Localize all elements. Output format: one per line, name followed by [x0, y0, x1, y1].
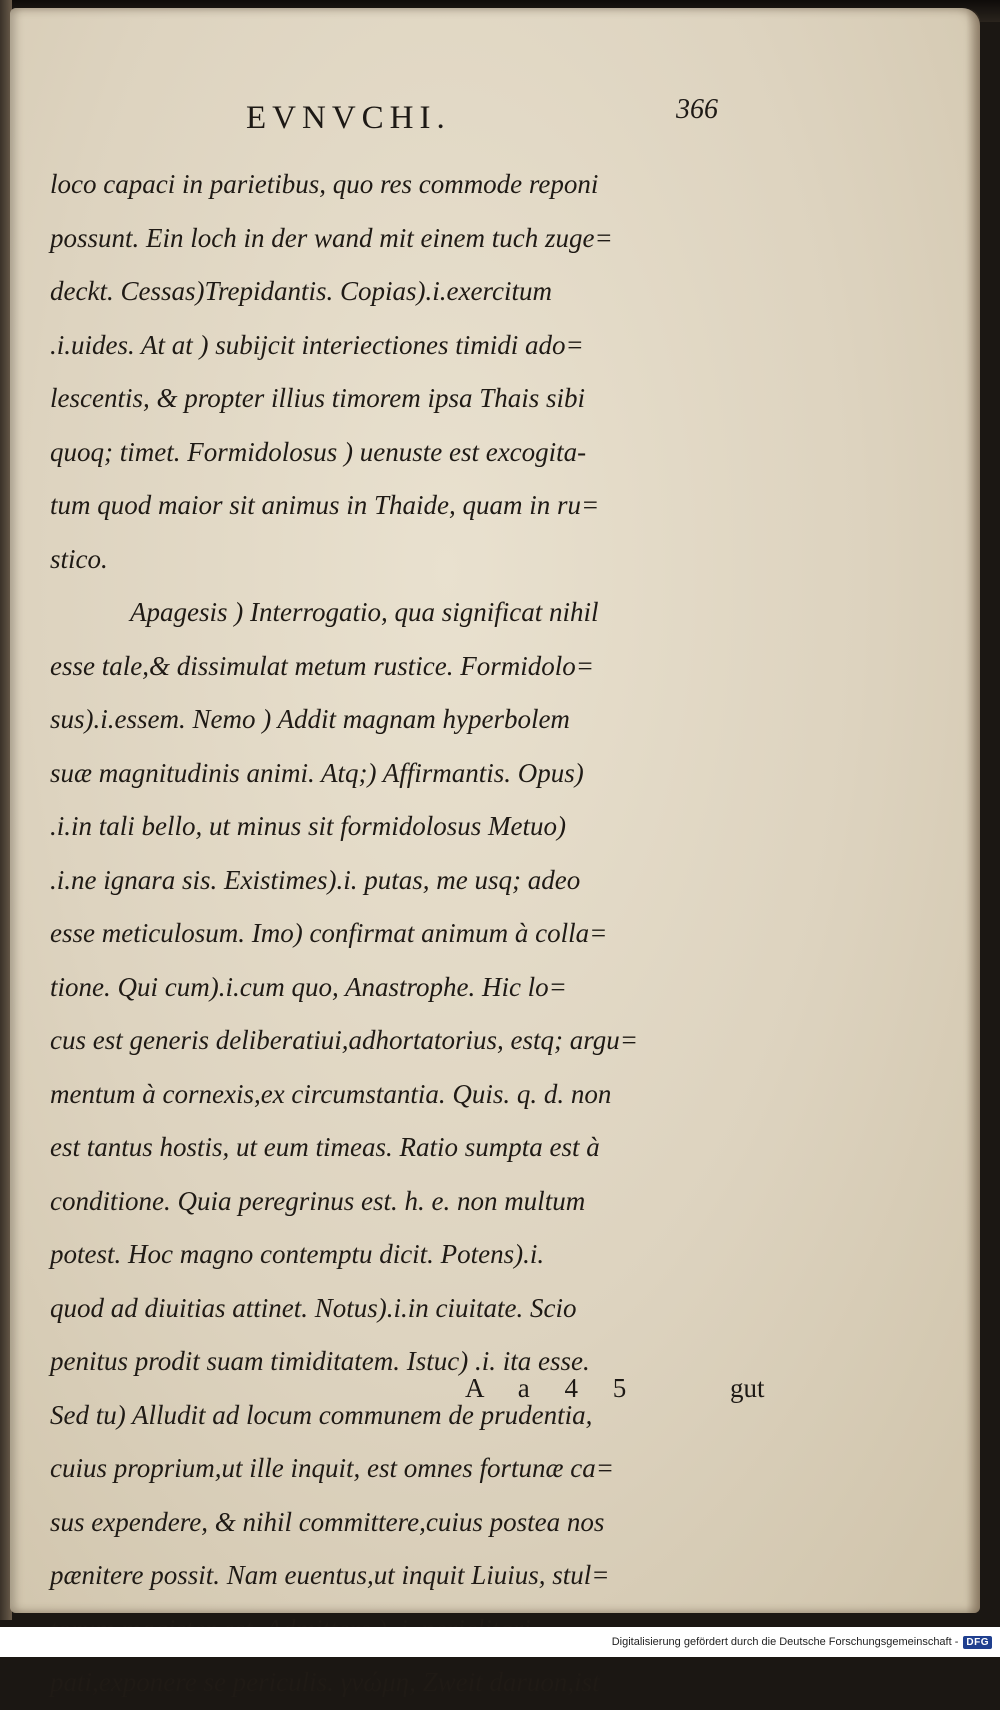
text-line: suæ magnitudinis animi. Atq;) Affirmantis. Opus): [50, 757, 584, 788]
text-line: esse meticulosum. Imo) confirmat animum à colla=: [50, 918, 608, 948]
text-line: esse tale,& dissimulat metum rustice. Formidolo=: [50, 650, 594, 681]
text-line: sus expendere, & nihil committere,cuius postea nos: [50, 1506, 605, 1537]
text-line: conditione. Quia peregrinus est. h. e. non multum: [50, 1185, 586, 1216]
text-line: loco capaci in parietibus, quo res commode reponi: [50, 169, 599, 199]
text-line: deckt. Cessas)Trepidantis. Copias).i.exercitum: [50, 276, 552, 306]
text-line: .i.in tali bello, ut minus sit formidolosus Metuo): [50, 811, 567, 841]
page-header: [10, 94, 980, 146]
text-line: tione. Qui cum).i.cum quo, Anastrophe. Hic lo=: [50, 971, 567, 1002]
credit-text: Digitalisierung gefördert durch die Deutsche Forschungsgemeinschaft -: [611, 1636, 959, 1648]
text-line: tum quod maior sit animus in Thaide, quam in ru=: [50, 490, 600, 520]
digitization-credit: [0, 1627, 1000, 1657]
text-line: .i.ne ignara sis. Existimes).i. putas, me usq; adeo: [50, 864, 581, 895]
text-line: pænitere possit. Nam euentus,ut inquit Liuius, stul=: [50, 1560, 610, 1590]
text-line: cus est generis deliberatiui,adhortatorius, estq; argu=: [50, 1025, 638, 1055]
dfg-logo: DFG: [963, 1636, 992, 1649]
text-line-paragraph-start: Apagesis ) Interrogatio, qua significat nihil: [130, 597, 599, 627]
page-number: 366: [676, 94, 718, 125]
text-line: quod ad diuitias attinet. Notus).i.in ciuitate. Scio: [50, 1292, 577, 1323]
running-head: EVNVCHI.: [246, 100, 451, 136]
page-footer: [10, 1373, 980, 1413]
text-line: potest. Hoc magno contemptu dicit. Potens).i.: [50, 1239, 545, 1269]
text-line: .i.uides. At at ) subijcit interiectiones timidi ado=: [50, 329, 584, 360]
text-line: mentum à cornexis,ex circumstantia. Quis. q. d. non: [50, 1078, 612, 1109]
text-line: penitus prodit suam timiditatem. Istuc) .i. ita esse.: [50, 1346, 590, 1376]
catchword: gut: [730, 1373, 765, 1403]
text-line: quoq; timet. Formidolosus ) uenuste est excogita-: [50, 436, 587, 467]
text-line: cuius proprium,ut ille inquit, est omnes fortunæ ca=: [50, 1453, 614, 1483]
signature-mark: A a 4 5: [465, 1373, 641, 1403]
text-line: lescentis, & propter illius timorem ipsa Thais sibi: [50, 383, 586, 413]
text-line: stico.: [50, 543, 108, 574]
text-line: sus).i.essem. Nemo ) Addit magnam hyperbolem: [50, 704, 570, 734]
text-line: pati,exponere se periculis. γνώμη, Zweit daruon,ist: [50, 1667, 600, 1697]
text-line: Sed tu) Alludit ad locum communem de prudentia,: [50, 1399, 593, 1430]
body-text: [50, 158, 780, 1710]
text-line: possunt. Ein loch in der wand mit einem tuch zuge=: [50, 222, 613, 253]
text-line: est tantus hostis, ut eum timeas. Ratio sumpta est à: [50, 1132, 600, 1162]
